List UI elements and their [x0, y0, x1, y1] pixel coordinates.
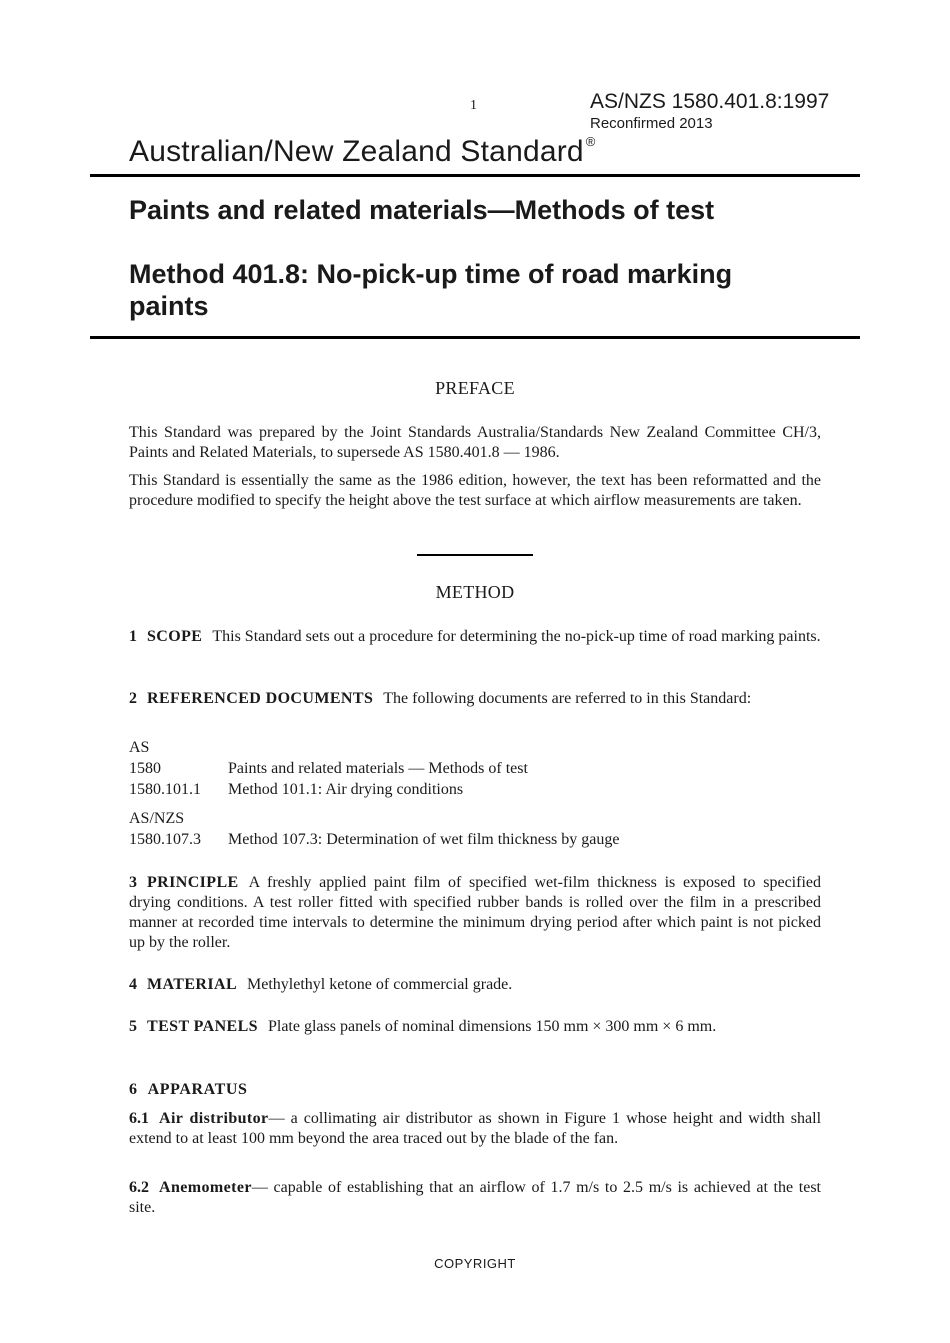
clause-test-panels [129, 1017, 821, 1037]
reconfirmed-note: Reconfirmed 2013 [590, 115, 713, 132]
preface-paragraph: This Standard is essentially the same as the 1986 edition, however, the text has been reformatted and the procedure modified to specify the height above the test surface at which airflow measurements are taken. [129, 472, 821, 509]
clause-number: 6.2 [129, 1179, 149, 1196]
clause-heading: PRINCIPLE [147, 874, 239, 891]
reference-group-asnzs [129, 808, 619, 850]
clause-number: 4 [129, 976, 137, 993]
page-number: 1 [470, 98, 477, 113]
clause-principle [129, 873, 821, 953]
clause-number: 5 [129, 1018, 137, 1035]
method-heading: METHOD [435, 582, 515, 602]
reference-item [129, 829, 619, 850]
clause-number: 6 [129, 1081, 138, 1098]
clause-scope [129, 627, 821, 647]
reference-item [129, 758, 528, 779]
standard-number: AS/NZS 1580.401.8:1997 [590, 90, 830, 113]
clause-material [129, 975, 821, 995]
clause-heading: Anemometer [159, 1179, 252, 1196]
clause-heading: REFERENCED DOCUMENTS [147, 690, 374, 707]
clause-number: 2 [129, 690, 137, 707]
clause-text: Methylethyl ketone of commercial grade. [247, 976, 513, 993]
clause-text: This Standard sets out a procedure for determining the no-pick-up time of road marking paints. [212, 628, 821, 645]
reference-item [129, 779, 528, 800]
clause-heading: TEST PANELS [147, 1018, 258, 1035]
reference-title: Paints and related materials — Methods of test [228, 760, 528, 777]
registered-mark: ® [585, 134, 596, 149]
standard-series-title [129, 134, 596, 169]
title-rule-top [90, 174, 860, 177]
title-rule-bottom [90, 336, 860, 339]
series-title-text: Australian/New Zealand Standard [129, 135, 584, 168]
reference-group-as [129, 737, 528, 800]
document-title: Paints and related materials—Methods of test [129, 195, 715, 225]
clause-heading: SCOPE [147, 628, 203, 645]
subclause-anemometer [129, 1178, 821, 1218]
copyright-footer: COPYRIGHT [434, 1256, 516, 1271]
clause-number: 1 [129, 628, 137, 645]
clause-heading: Air distributor [159, 1110, 269, 1127]
clause-text: A freshly applied paint film of specified wet-film thickness is exposed to specified drying conditions. A test roller fitted with specified rubber bands is rolled over the film in a prescribed manner at recorded time intervals to determine the minimum drying period after which paint is not picked up by the roller. [129, 874, 821, 951]
reference-group-label: AS [129, 739, 150, 756]
subclause-air-distributor [129, 1109, 821, 1149]
clause-referenced-documents [129, 689, 821, 709]
preface-heading: PREFACE [435, 378, 515, 398]
clause-number: 3 [129, 874, 137, 891]
reference-group-label: AS/NZS [129, 810, 185, 827]
reference-code: 1580 [129, 760, 161, 777]
section-divider [417, 554, 533, 556]
reference-code: 1580.101.1 [129, 781, 201, 798]
reference-title: Method 107.3: Determination of wet film thickness by gauge [228, 831, 620, 848]
method-title: Method 401.8: No-pick-up time of road marking paints [129, 259, 733, 321]
preface-paragraph: This Standard was prepared by the Joint Standards Australia/Standards New Zealand Committee CH/3, Paints and Related Materials, to supersede AS 1580.401.8 — 1986. [129, 424, 821, 461]
clause-text: Plate glass panels of nominal dimensions 150 mm × 300 mm × 6 mm. [267, 1018, 717, 1035]
clause-apparatus [129, 1080, 821, 1100]
clause-heading: APPARATUS [147, 1081, 248, 1098]
clause-text: The following documents are referred to in this Standard: [383, 690, 752, 707]
clause-number: 6.1 [129, 1110, 149, 1127]
clause-text: — capable of establishing that an airflow of 1.7 m/s to 2.5 m/s is achieved at the test site. [129, 1179, 821, 1216]
reference-title: Method 101.1: Air drying conditions [228, 781, 464, 798]
clause-heading: MATERIAL [147, 976, 238, 993]
clause-text: — a collimating air distributor as shown in Figure 1 whose height and width shall extend to at least 100 mm beyond the area traced out by the blade of the fan. [129, 1110, 822, 1147]
reference-code: 1580.107.3 [129, 831, 201, 848]
